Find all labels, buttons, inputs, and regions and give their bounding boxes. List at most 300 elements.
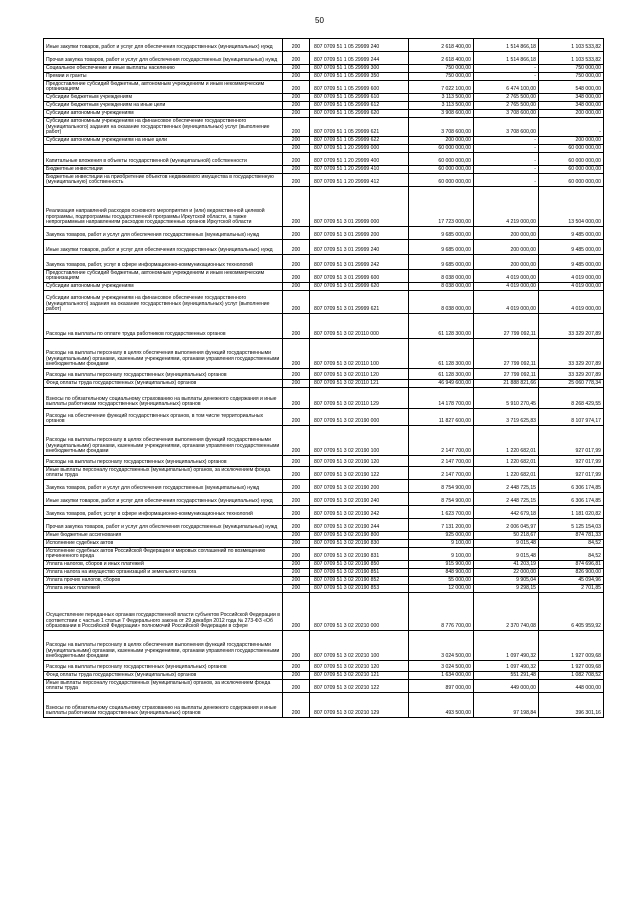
row-code-cell: 200 xyxy=(283,240,310,255)
row-executed-cell: - xyxy=(474,145,539,153)
row-code-cell: 200 xyxy=(283,506,310,519)
row-name-cell: Предоставление субсидий бюджетным, автономным учреждениям и иным некоммерческим организациям xyxy=(44,270,283,283)
row-remaining-cell: 33 329 207,89 xyxy=(539,314,604,339)
row-remaining-cell: 750 000,00 xyxy=(539,73,604,81)
row-assigned-cell: 46 949 600,00 xyxy=(409,380,474,388)
row-name-cell: Прочая закупка товаров, работ и услуг для обеспечения государственных (муниципальных) нужд xyxy=(44,52,283,65)
row-kbk-cell: 807 0709 51 3 02 20210 000 xyxy=(310,593,409,631)
row-kbk-cell: 807 0709 51 1 05 29999 621 xyxy=(310,118,409,137)
row-remaining-cell: 33 329 207,89 xyxy=(539,369,604,380)
row-name-cell: Уплата иных платежей xyxy=(44,585,283,593)
row-assigned-cell: 8 038 000,00 xyxy=(409,270,474,283)
row-code-cell: 200 xyxy=(283,426,310,456)
row-name-cell: Прочая закупка товаров, работ и услуг для обеспечения государственных (муниципальных) нужд xyxy=(44,519,283,532)
row-executed-cell: 3 708 600,00 xyxy=(474,110,539,118)
row-code-cell: 200 xyxy=(283,680,310,693)
row-remaining-cell: 348 000,00 xyxy=(539,102,604,110)
row-kbk-cell: 807 0709 51 1 05 29999 620 xyxy=(310,110,409,118)
row-remaining-cell: 2 701,85 xyxy=(539,585,604,593)
row-executed-cell: - xyxy=(474,166,539,174)
row-kbk-cell: 807 0709 51 3 02 20190 122 xyxy=(310,467,409,480)
row-remaining-cell: 6 405 959,92 xyxy=(539,593,604,631)
row-kbk-cell: 807 0709 51 3 02 20190 242 xyxy=(310,506,409,519)
row-kbk-cell: 807 0709 51 3 02 20190 852 xyxy=(310,577,409,585)
row-name-cell: Иные выплаты персоналу государственных (муниципальных) органов, за исключением фонда оплаты труда xyxy=(44,680,283,693)
row-assigned-cell: 9 100,00 xyxy=(409,540,474,548)
table-row xyxy=(44,672,604,680)
row-code-cell: 200 xyxy=(283,291,310,314)
row-kbk-cell: 807 0709 51 3 02 20190 830 xyxy=(310,540,409,548)
row-executed-cell: - xyxy=(474,65,539,73)
row-remaining-cell: 750 000,00 xyxy=(539,65,604,73)
row-name-cell: Субсидии автономным учреждениям на финансовое обеспечение государственного (муниципального) задания на оказание государственных (муниципальных) услуг (выполнение работ) xyxy=(44,118,283,137)
row-assigned-cell: 3 708 600,00 xyxy=(409,118,474,137)
row-executed-cell: 1 220 682,01 xyxy=(474,426,539,456)
row-remaining-cell: 13 504 000,00 xyxy=(539,187,604,227)
row-name-cell: Расходы на выплаты персоналу в целях обеспечения выполнения функций государственными (муниципальными) органами, казенными учреждениями, органами управления государственными внебюджетными фондами xyxy=(44,631,283,661)
row-executed-cell: 4 219 000,00 xyxy=(474,187,539,227)
row-executed-cell: 1 514 866,18 xyxy=(474,52,539,65)
row-name-cell: Уплата прочих налогов, сборов xyxy=(44,577,283,585)
row-name-cell: Субсидии бюджетным учреждениям на иные цели xyxy=(44,102,283,110)
table-row xyxy=(44,409,604,426)
row-assigned-cell: 8 754 900,00 xyxy=(409,493,474,506)
row-assigned-cell: 60 000 000,00 xyxy=(409,166,474,174)
row-executed-cell: 22 000,00 xyxy=(474,569,539,577)
row-executed-cell: 6 474 100,00 xyxy=(474,81,539,94)
row-code-cell: 200 xyxy=(283,174,310,187)
row-kbk-cell: 807 0709 51 3 02 20190 000 xyxy=(310,409,409,426)
row-remaining-cell: 84,52 xyxy=(539,548,604,561)
row-code-cell: 200 xyxy=(283,65,310,73)
row-remaining-cell: 60 000 000,00 xyxy=(539,174,604,187)
row-executed-cell: 3 719 625,83 xyxy=(474,409,539,426)
row-remaining-cell: 33 329 207,89 xyxy=(539,339,604,369)
row-kbk-cell: 807 0709 51 3 02 20190 120 xyxy=(310,456,409,467)
row-code-cell: 200 xyxy=(283,540,310,548)
row-kbk-cell: 807 0709 51 3 01 29999 240 xyxy=(310,240,409,255)
row-code-cell: 200 xyxy=(283,73,310,81)
table-row xyxy=(44,661,604,672)
row-code-cell: 200 xyxy=(283,145,310,153)
row-remaining-cell: 874 781,33 xyxy=(539,532,604,540)
row-kbk-cell: 807 0709 51 3 02 20190 831 xyxy=(310,548,409,561)
row-kbk-cell: 807 0709 51 1 05 29999 600 xyxy=(310,81,409,94)
table-row xyxy=(44,65,604,73)
row-assigned-cell: 17 723 000,00 xyxy=(409,187,474,227)
row-kbk-cell: 807 0709 51 3 02 20210 122 xyxy=(310,680,409,693)
table-row xyxy=(44,240,604,255)
row-code-cell: 200 xyxy=(283,388,310,409)
row-kbk-cell: 807 0709 51 3 02 20190 200 xyxy=(310,480,409,493)
row-name-cell: Закупка товаров, работ, услуг в сфере информационно-коммуникационных технологий xyxy=(44,255,283,270)
row-name-cell: Взносы по обязательному социальному страхованию на выплаты денежного содержания и иные выплаты работникам государственных (муниципальных) органов xyxy=(44,693,283,718)
row-executed-cell: 551 291,48 xyxy=(474,672,539,680)
row-name-cell: Иные закупки товаров, работ и услуг для обеспечения государственных (муниципальных) нужд xyxy=(44,493,283,506)
row-kbk-cell: 807 0709 51 3 02 20210 100 xyxy=(310,631,409,661)
row-assigned-cell: 9 685 000,00 xyxy=(409,227,474,240)
row-code-cell: 200 xyxy=(283,283,310,291)
row-code-cell: 200 xyxy=(283,39,310,52)
row-assigned-cell: 9 685 000,00 xyxy=(409,240,474,255)
row-remaining-cell: 1 103 533,82 xyxy=(539,52,604,65)
row-kbk-cell: 807 0709 51 3 02 20110 000 xyxy=(310,314,409,339)
row-executed-cell: 2 765 500,00 xyxy=(474,102,539,110)
row-remaining-cell: 6 306 174,85 xyxy=(539,493,604,506)
row-remaining-cell: 9 485 000,00 xyxy=(539,240,604,255)
table-row xyxy=(44,81,604,94)
row-remaining-cell: 927 017,99 xyxy=(539,426,604,456)
row-code-cell: 200 xyxy=(283,166,310,174)
table-row xyxy=(44,426,604,456)
row-name-cell: Бюджетные инвестиции xyxy=(44,166,283,174)
row-name-cell: Субсидии бюджетным учреждениям xyxy=(44,94,283,102)
row-executed-cell: 9 298,15 xyxy=(474,585,539,593)
row-name-cell: Субсидии автономным учреждениям xyxy=(44,283,283,291)
row-kbk-cell: 807 0709 51 1 05 29999 610 xyxy=(310,94,409,102)
row-name-cell: Расходы на выплаты персоналу в целях обеспечения выполнения функций государственными (муниципальными) органами, казенными учреждениями, органами управления государственными внебюджетными фондами xyxy=(44,339,283,369)
row-assigned-cell: 1 623 700,00 xyxy=(409,506,474,519)
row-code-cell: 200 xyxy=(283,314,310,339)
row-code-cell: 200 xyxy=(283,81,310,94)
row-code-cell: 200 xyxy=(283,519,310,532)
row-name-cell: Осуществление переданных органам государственной власти субъектов Российской Федерации в соответствии с частью 1 статьи 7 Федерального закона от 29 декабря 2012 года № 273-ФЗ «Об образовании в Российской Федерации» полномочий Российской Федерации в сфере xyxy=(44,593,283,631)
row-remaining-cell: 9 485 000,00 xyxy=(539,255,604,270)
row-name-cell: Субсидии автономным учреждениям на финансовое обеспечение государственного (муниципального) задания на оказание государственных (муниципальных) услуг (выполнение работ) xyxy=(44,291,283,314)
row-assigned-cell: 493 500,00 xyxy=(409,693,474,718)
row-code-cell: 200 xyxy=(283,187,310,227)
row-executed-cell: 2 765 500,00 xyxy=(474,94,539,102)
row-code-cell: 200 xyxy=(283,102,310,110)
row-name-cell: Субсидии автономным учреждениям xyxy=(44,110,283,118)
row-code-cell: 200 xyxy=(283,631,310,661)
table-row xyxy=(44,540,604,548)
table-row xyxy=(44,137,604,145)
row-name-cell: Премии и гранты xyxy=(44,73,283,81)
row-kbk-cell: 807 0709 51 1 05 29999 244 xyxy=(310,52,409,65)
row-executed-cell: 1 220 682,01 xyxy=(474,456,539,467)
row-assigned-cell: 12 000,00 xyxy=(409,585,474,593)
row-code-cell: 200 xyxy=(283,672,310,680)
row-code-cell: 200 xyxy=(283,493,310,506)
table-row xyxy=(44,283,604,291)
row-name-cell: Взносы по обязательному социальному страхованию на выплаты денежного содержания и иные выплаты работникам государственных (муниципальных) органов xyxy=(44,388,283,409)
row-kbk-cell: 807 0709 51 3 02 20190 850 xyxy=(310,561,409,569)
row-assigned-cell: 8 038 000,00 xyxy=(409,283,474,291)
row-code-cell: 200 xyxy=(283,548,310,561)
row-assigned-cell: 2 618 400,00 xyxy=(409,52,474,65)
row-executed-cell: 27 799 092,11 xyxy=(474,369,539,380)
row-code-cell: 200 xyxy=(283,661,310,672)
row-kbk-cell: 807 0709 51 3 02 20190 800 xyxy=(310,532,409,540)
row-assigned-cell: 925 000,00 xyxy=(409,532,474,540)
row-kbk-cell: 807 0709 51 3 02 20210 120 xyxy=(310,661,409,672)
row-name-cell: Исполнение судебных актов Российской Федерации и мировых соглашений по возмещению причиненного вреда xyxy=(44,548,283,561)
row-executed-cell: 27 799 092,11 xyxy=(474,339,539,369)
row-remaining-cell: 60 000 000,00 xyxy=(539,145,604,153)
row-remaining-cell: 548 000,00 xyxy=(539,81,604,94)
row-remaining-cell: 4 019 000,00 xyxy=(539,291,604,314)
row-assigned-cell: 3 024 500,00 xyxy=(409,631,474,661)
row-name-cell: Закупка товаров, работ и услуг для обеспечения государственных (муниципальных) нужд xyxy=(44,227,283,240)
table-row xyxy=(44,227,604,240)
table-row xyxy=(44,52,604,65)
row-code-cell: 200 xyxy=(283,467,310,480)
row-kbk-cell: 807 0709 51 3 02 20110 129 xyxy=(310,388,409,409)
row-remaining-cell: 60 000 000,00 xyxy=(539,166,604,174)
row-remaining-cell: 5 125 154,03 xyxy=(539,519,604,532)
row-executed-cell: 200 000,00 xyxy=(474,240,539,255)
table-row xyxy=(44,291,604,314)
table-row xyxy=(44,548,604,561)
row-kbk-cell: 807 0709 51 3 01 29999 200 xyxy=(310,227,409,240)
row-kbk-cell: 807 0709 51 3 02 20110 120 xyxy=(310,369,409,380)
row-executed-cell: 200 000,00 xyxy=(474,255,539,270)
row-remaining-cell: 927 017,99 xyxy=(539,456,604,467)
row-assigned-cell: 750 000,00 xyxy=(409,65,474,73)
table-row xyxy=(44,693,604,718)
row-assigned-cell: 60 000 000,00 xyxy=(409,153,474,166)
table-row xyxy=(44,532,604,540)
row-code-cell: 200 xyxy=(283,593,310,631)
row-kbk-cell: 807 0709 51 3 02 20210 121 xyxy=(310,672,409,680)
row-assigned-cell: 8 776 700,00 xyxy=(409,593,474,631)
row-remaining-cell: 348 000,00 xyxy=(539,94,604,102)
row-name-cell: Закупка товаров, работ, услуг в сфере информационно-коммуникационных технологий xyxy=(44,506,283,519)
row-kbk-cell: 807 0709 51 3 01 29999 000 xyxy=(310,187,409,227)
row-assigned-cell: 200 000,00 xyxy=(409,137,474,145)
row-assigned-cell: 2 147 700,00 xyxy=(409,426,474,456)
row-assigned-cell: 9 685 000,00 xyxy=(409,255,474,270)
row-kbk-cell: 807 0709 51 3 01 29999 600 xyxy=(310,270,409,283)
row-executed-cell: 97 198,84 xyxy=(474,693,539,718)
table-row xyxy=(44,493,604,506)
row-executed-cell: 4 019 000,00 xyxy=(474,270,539,283)
table-row xyxy=(44,110,604,118)
table-row xyxy=(44,174,604,187)
row-remaining-cell: - xyxy=(539,118,604,137)
row-kbk-cell: 807 0709 51 3 02 20190 853 xyxy=(310,585,409,593)
row-assigned-cell: 14 178 700,00 xyxy=(409,388,474,409)
row-name-cell: Расходы на выплаты персоналу государственных (муниципальных) органов xyxy=(44,369,283,380)
table-row xyxy=(44,380,604,388)
table-row xyxy=(44,270,604,283)
row-remaining-cell: 1 181 020,82 xyxy=(539,506,604,519)
table-row xyxy=(44,467,604,480)
row-code-cell: 200 xyxy=(283,409,310,426)
table-row xyxy=(44,339,604,369)
row-assigned-cell: 848 900,00 xyxy=(409,569,474,577)
row-remaining-cell: 200 000,00 xyxy=(539,137,604,145)
row-kbk-cell: 807 0709 51 1 05 29999 300 xyxy=(310,65,409,73)
row-assigned-cell: 9 100,00 xyxy=(409,548,474,561)
table-row xyxy=(44,569,604,577)
row-name-cell: Исполнение судебных актов xyxy=(44,540,283,548)
row-remaining-cell: 826 900,00 xyxy=(539,569,604,577)
row-remaining-cell: 396 301,16 xyxy=(539,693,604,718)
row-assigned-cell: 7 131 200,00 xyxy=(409,519,474,532)
row-kbk-cell: 807 0709 51 1 05 29999 240 xyxy=(310,39,409,52)
row-code-cell: 200 xyxy=(283,255,310,270)
row-name-cell: Расходы на выплаты персоналу государственных (муниципальных) органов xyxy=(44,456,283,467)
table-row xyxy=(44,255,604,270)
row-assigned-cell: 897 000,00 xyxy=(409,680,474,693)
row-name-cell: Иные закупки товаров, работ и услуг для обеспечения государственных (муниципальных) нужд xyxy=(44,240,283,255)
row-executed-cell: 4 019 000,00 xyxy=(474,283,539,291)
row-remaining-cell: 25 060 778,34 xyxy=(539,380,604,388)
row-assigned-cell: 915 900,00 xyxy=(409,561,474,569)
row-kbk-cell: 807 0709 51 1 20 29999 000 xyxy=(310,145,409,153)
page-number: 50 xyxy=(315,16,324,25)
row-kbk-cell: 807 0709 51 3 02 20110 100 xyxy=(310,339,409,369)
row-executed-cell: - xyxy=(474,137,539,145)
row-remaining-cell: 8 268 429,55 xyxy=(539,388,604,409)
row-code-cell: 200 xyxy=(283,94,310,102)
row-executed-cell: 27 799 092,11 xyxy=(474,314,539,339)
row-assigned-cell: 2 147 700,00 xyxy=(409,456,474,467)
row-executed-cell: 5 910 270,45 xyxy=(474,388,539,409)
row-executed-cell: 1 514 866,18 xyxy=(474,39,539,52)
row-executed-cell: 200 000,00 xyxy=(474,227,539,240)
row-remaining-cell: 4 019 000,00 xyxy=(539,283,604,291)
row-code-cell: 200 xyxy=(283,380,310,388)
row-kbk-cell: 807 0709 51 3 02 20190 240 xyxy=(310,493,409,506)
table-row xyxy=(44,166,604,174)
row-remaining-cell: 448 000,00 xyxy=(539,680,604,693)
row-executed-cell: 442 679,18 xyxy=(474,506,539,519)
row-name-cell: Реализация направлений расходов основного мероприятия и (или) ведомственной целевой программы, подпрограммы государственной программы Иркутской области, а также непрограммным направлениям расходов государственных органов Иркутской области xyxy=(44,187,283,227)
budget-table xyxy=(43,38,604,718)
row-executed-cell: 449 000,00 xyxy=(474,680,539,693)
table-row xyxy=(44,94,604,102)
row-kbk-cell: 807 0709 51 3 01 29999 620 xyxy=(310,283,409,291)
row-code-cell: 200 xyxy=(283,561,310,569)
row-executed-cell: - xyxy=(474,153,539,166)
row-name-cell: Расходы на выплаты персоналу государственных (муниципальных) органов xyxy=(44,661,283,672)
row-code-cell: 200 xyxy=(283,137,310,145)
row-name-cell: Социальное обеспечение и иные выплаты населению xyxy=(44,65,283,73)
row-executed-cell: 2 448 725,15 xyxy=(474,480,539,493)
table-row xyxy=(44,585,604,593)
row-assigned-cell: 2 147 700,00 xyxy=(409,467,474,480)
table-row xyxy=(44,73,604,81)
row-executed-cell: - xyxy=(474,174,539,187)
row-remaining-cell: 1 927 009,68 xyxy=(539,661,604,672)
row-kbk-cell: 807 0709 51 3 01 29999 621 xyxy=(310,291,409,314)
row-executed-cell: 9 905,04 xyxy=(474,577,539,585)
row-assigned-cell: 2 618 400,00 xyxy=(409,39,474,52)
table-row xyxy=(44,145,604,153)
row-name-cell: Уплата налогов, сборов и иных платежей xyxy=(44,561,283,569)
row-remaining-cell: 1 927 009,68 xyxy=(539,631,604,661)
row-kbk-cell: 807 0709 51 3 02 20190 100 xyxy=(310,426,409,456)
table-row xyxy=(44,153,604,166)
row-executed-cell: 41 203,19 xyxy=(474,561,539,569)
row-assigned-cell: 61 128 300,00 xyxy=(409,314,474,339)
row-code-cell: 200 xyxy=(283,693,310,718)
row-remaining-cell: 200 000,00 xyxy=(539,110,604,118)
row-name-cell: Иные бюджетные ассигнования xyxy=(44,532,283,540)
row-kbk-cell: 807 0709 51 3 02 20210 129 xyxy=(310,693,409,718)
row-assigned-cell: 55 000,00 xyxy=(409,577,474,585)
table-row xyxy=(44,39,604,52)
row-executed-cell: 21 888 821,66 xyxy=(474,380,539,388)
row-remaining-cell: 8 107 974,17 xyxy=(539,409,604,426)
row-assigned-cell: 61 128 300,00 xyxy=(409,339,474,369)
table-row xyxy=(44,680,604,693)
row-code-cell: 200 xyxy=(283,110,310,118)
row-code-cell: 200 xyxy=(283,532,310,540)
row-assigned-cell: 1 634 000,00 xyxy=(409,672,474,680)
row-kbk-cell: 807 0709 51 1 05 29999 350 xyxy=(310,73,409,81)
row-executed-cell: - xyxy=(474,73,539,81)
row-executed-cell: 3 708 600,00 xyxy=(474,118,539,137)
table-row xyxy=(44,519,604,532)
row-name-cell xyxy=(44,145,283,153)
row-name-cell: Иные выплаты персоналу государственных (муниципальных) органов, за исключением фонда оплаты труда xyxy=(44,467,283,480)
row-executed-cell: 1 220 682,01 xyxy=(474,467,539,480)
row-assigned-cell: 750 000,00 xyxy=(409,73,474,81)
row-name-cell: Бюджетные инвестиции на приобретение объектов недвижимого имущества в государственную (муниципальную) собственность xyxy=(44,174,283,187)
row-name-cell: Иные закупки товаров, работ и услуг для обеспечения государственных (муниципальных) нужд xyxy=(44,39,283,52)
table-row xyxy=(44,388,604,409)
row-name-cell: Расходы на обеспечение функций государственных органов, в том числе территориальных органов xyxy=(44,409,283,426)
row-name-cell: Уплата налога на имущество организаций и земельного налога xyxy=(44,569,283,577)
table-row xyxy=(44,187,604,227)
row-assigned-cell: 60 000 000,00 xyxy=(409,174,474,187)
row-assigned-cell: 3 024 500,00 xyxy=(409,661,474,672)
budget-table-body xyxy=(44,39,604,718)
row-code-cell: 200 xyxy=(283,270,310,283)
table-row xyxy=(44,631,604,661)
table-row xyxy=(44,456,604,467)
table-row xyxy=(44,480,604,493)
row-code-cell: 200 xyxy=(283,227,310,240)
row-name-cell: Предоставление субсидий бюджетным, автономным учреждениям и иным некоммерческим организациям xyxy=(44,81,283,94)
row-code-cell: 200 xyxy=(283,339,310,369)
row-code-cell: 200 xyxy=(283,118,310,137)
row-name-cell: Расходы на выплаты персоналу в целях обеспечения выполнения функций государственными (муниципальными) органами, казенными учреждениями, органами управления государственными внебюджетными фондами xyxy=(44,426,283,456)
row-executed-cell: 9 015,48 xyxy=(474,540,539,548)
row-name-cell: Капитальные вложения в объекты государственной (муниципальной) собственности xyxy=(44,153,283,166)
row-remaining-cell: 874 696,81 xyxy=(539,561,604,569)
row-assigned-cell: 3 113 500,00 xyxy=(409,102,474,110)
row-remaining-cell: 84,52 xyxy=(539,540,604,548)
row-remaining-cell: 927 017,99 xyxy=(539,467,604,480)
row-remaining-cell: 60 000 000,00 xyxy=(539,153,604,166)
row-code-cell: 200 xyxy=(283,52,310,65)
table-row xyxy=(44,314,604,339)
row-kbk-cell: 807 0709 51 1 20 29999 410 xyxy=(310,166,409,174)
row-executed-cell: 50 218,67 xyxy=(474,532,539,540)
table-row xyxy=(44,102,604,110)
table-row xyxy=(44,561,604,569)
row-name-cell: Субсидии автономным учреждениям на иные цели xyxy=(44,137,283,145)
row-name-cell: Фонд оплаты труда государственных (муниципальных) органов xyxy=(44,672,283,680)
row-code-cell: 200 xyxy=(283,153,310,166)
table-row xyxy=(44,506,604,519)
row-executed-cell: 2 448 725,15 xyxy=(474,493,539,506)
row-remaining-cell: 1 103 533,82 xyxy=(539,39,604,52)
row-executed-cell: 1 097 490,32 xyxy=(474,661,539,672)
table-row xyxy=(44,118,604,137)
row-assigned-cell: 3 908 600,00 xyxy=(409,110,474,118)
row-kbk-cell: 807 0709 51 3 02 20190 244 xyxy=(310,519,409,532)
table-row xyxy=(44,577,604,585)
row-code-cell: 200 xyxy=(283,577,310,585)
row-kbk-cell: 807 0709 51 3 01 29999 242 xyxy=(310,255,409,270)
row-name-cell: Закупка товаров, работ и услуг для обеспечения государственных (муниципальных) нужд xyxy=(44,480,283,493)
